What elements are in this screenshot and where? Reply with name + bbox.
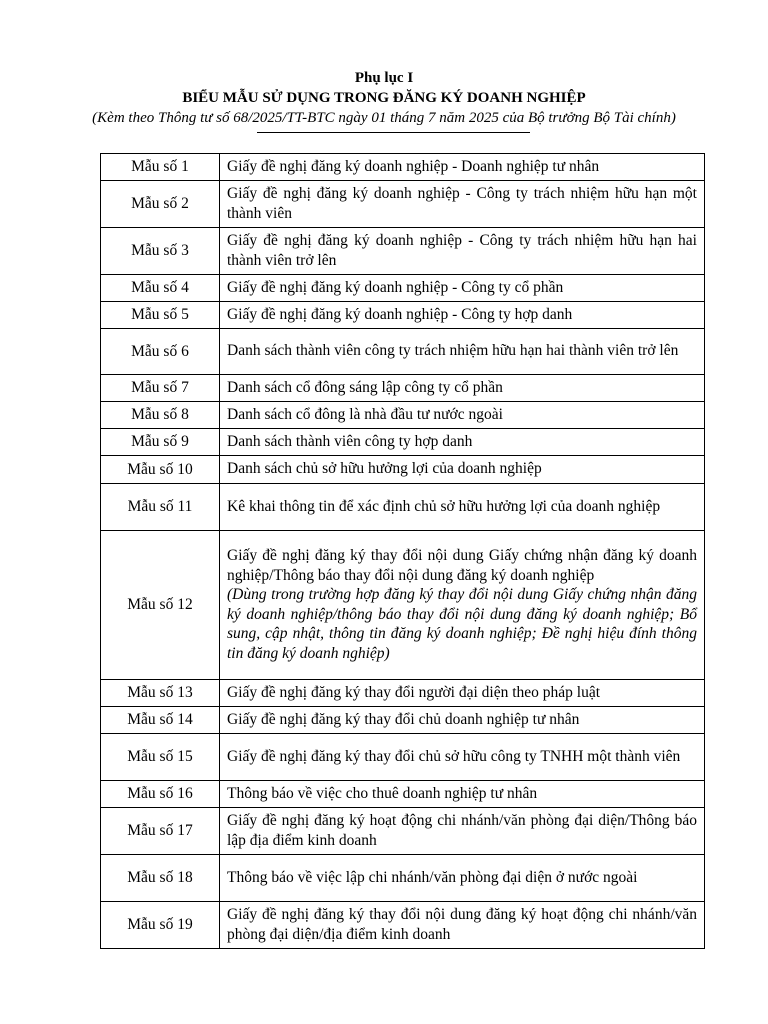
form-code-cell: Mẫu số 12 (101, 531, 220, 680)
table-row (101, 531, 705, 680)
header-underline (257, 132, 530, 133)
form-description: Giấy đề nghị đăng ký doanh nghiệp - Công ty trách nhiệm hữu hạn hai thành viên trở lên (227, 232, 697, 269)
form-description: Danh sách cổ đông sáng lập công ty cổ phần (227, 378, 503, 396)
form-description: Thông báo về việc cho thuê doanh nghiệp tư nhân (227, 784, 538, 802)
form-description-cell (220, 402, 705, 429)
form-description-cell (220, 531, 705, 680)
form-code-cell: Mẫu số 7 (101, 375, 220, 402)
appendix-label: Phụ lục I (354, 70, 414, 86)
table-row (101, 707, 705, 734)
form-code-cell: Mẫu số 10 (101, 456, 220, 484)
form-description: Giấy đề nghị đăng ký thay đổi nội dung đăng ký hoạt động chi nhánh/văn phòng đại diện/địa điểm kinh doanh (227, 906, 697, 943)
form-description: Giấy đề nghị đăng ký hoạt động chi nhánh/văn phòng đại diện/Thông báo lập địa điểm kinh doanh (227, 812, 697, 849)
form-description: Giấy đề nghị đăng ký doanh nghiệp - Doanh nghiệp tư nhân (227, 157, 600, 175)
form-code-cell: Mẫu số 3 (101, 228, 220, 275)
form-description-cell (220, 707, 705, 734)
form-description: Kê khai thông tin để xác định chủ sở hữu hưởng lợi của doanh nghiệp (227, 497, 661, 515)
form-code-cell: Mẫu số 5 (101, 302, 220, 329)
form-description-cell (220, 855, 705, 902)
form-code-cell: Mẫu số 8 (101, 402, 220, 429)
table-row (101, 902, 705, 949)
table-row (101, 781, 705, 808)
form-description-cell (220, 781, 705, 808)
forms-table (100, 153, 705, 949)
form-description-cell (220, 680, 705, 707)
form-code-cell: Mẫu số 1 (101, 154, 220, 181)
form-description: Danh sách cổ đông là nhà đầu tư nước ngoài (227, 405, 503, 423)
table-row (101, 302, 705, 329)
document-title: BIỂU MẪU SỬ DỤNG TRONG ĐĂNG KÝ DOANH NGHIỆP (182, 90, 586, 106)
form-description-cell (220, 484, 705, 531)
form-description: Giấy đề nghị đăng ký doanh nghiệp - Công ty cổ phần (227, 278, 564, 296)
table-row (101, 329, 705, 375)
table-row (101, 429, 705, 456)
form-code-cell: Mẫu số 16 (101, 781, 220, 808)
form-code-cell: Mẫu số 15 (101, 734, 220, 781)
form-description: Danh sách chủ sở hữu hưởng lợi của doanh nghiệp (227, 460, 542, 478)
form-code-cell: Mẫu số 14 (101, 707, 220, 734)
form-description-cell (220, 808, 705, 855)
form-description-cell (220, 228, 705, 275)
form-description: Giấy đề nghị đăng ký thay đổi chủ doanh nghiệp tư nhân (227, 710, 580, 728)
form-description-cell (220, 456, 705, 484)
table-row (101, 228, 705, 275)
form-description: Giấy đề nghị đăng ký doanh nghiệp - Công ty hợp danh (227, 305, 573, 323)
form-description: Giấy đề nghị đăng ký doanh nghiệp - Công ty trách nhiệm hữu hạn một thành viên (227, 185, 697, 222)
table-row (101, 808, 705, 855)
form-description-cell (220, 181, 705, 228)
form-description-cell (220, 902, 705, 949)
form-code-cell: Mẫu số 11 (101, 484, 220, 531)
form-code-cell: Mẫu số 6 (101, 329, 220, 375)
table-row (101, 680, 705, 707)
table-row (101, 734, 705, 781)
form-code-cell: Mẫu số 9 (101, 429, 220, 456)
form-description: Thông báo về việc lập chi nhánh/văn phòng đại diện ở nước ngoài (227, 868, 638, 886)
form-code-cell: Mẫu số 2 (101, 181, 220, 228)
table-row (101, 456, 705, 484)
document-subtitle: (Kèm theo Thông tư số 68/2025/TT-BTC ngày 01 tháng 7 năm 2025 của Bộ trưởng Bộ Tài chính) (92, 110, 676, 126)
form-description: Giấy đề nghị đăng ký thay đổi nội dung Giấy chứng nhận đăng ký doanh nghiệp/Thông báo thay đổi nội dung đăng ký doanh nghiệp (227, 547, 697, 584)
form-code-cell: Mẫu số 17 (101, 808, 220, 855)
table-row (101, 402, 705, 429)
table-row (101, 181, 705, 228)
form-description: Giấy đề nghị đăng ký thay đổi chủ sở hữu công ty TNHH một thành viên (227, 747, 681, 765)
form-description-cell (220, 275, 705, 302)
form-description-cell (220, 154, 705, 181)
form-usage-note: (Dùng trong trường hợp đăng ký thay đổi nội dung Giấy chứng nhận đăng ký doanh nghiệp/thông báo thay đổi nội dung đăng ký doanh nghiệp; Bổ sung, cập nhật, thông tin đăng ký doanh nghiệp; Đề nghị hiệu đính thông tin đăng ký doanh nghiệp) (227, 586, 697, 662)
form-description-cell (220, 329, 705, 375)
form-code-cell: Mẫu số 18 (101, 855, 220, 902)
form-description: Danh sách thành viên công ty hợp danh (227, 432, 473, 450)
form-description-cell (220, 302, 705, 329)
table-row (101, 484, 705, 531)
table-row (101, 154, 705, 181)
form-code-cell: Mẫu số 13 (101, 680, 220, 707)
document-header (0, 68, 768, 128)
form-code-cell: Mẫu số 4 (101, 275, 220, 302)
form-description: Danh sách thành viên công ty trách nhiệm hữu hạn hai thành viên trở lên (227, 342, 679, 360)
form-code-cell: Mẫu số 19 (101, 902, 220, 949)
form-description-cell (220, 734, 705, 781)
table-row (101, 855, 705, 902)
form-description: Giấy đề nghị đăng ký thay đổi người đại diện theo pháp luật (227, 683, 601, 701)
table-row (101, 275, 705, 302)
form-description-cell (220, 429, 705, 456)
forms-table-body (101, 154, 705, 949)
table-row (101, 375, 705, 402)
form-description-cell (220, 375, 705, 402)
